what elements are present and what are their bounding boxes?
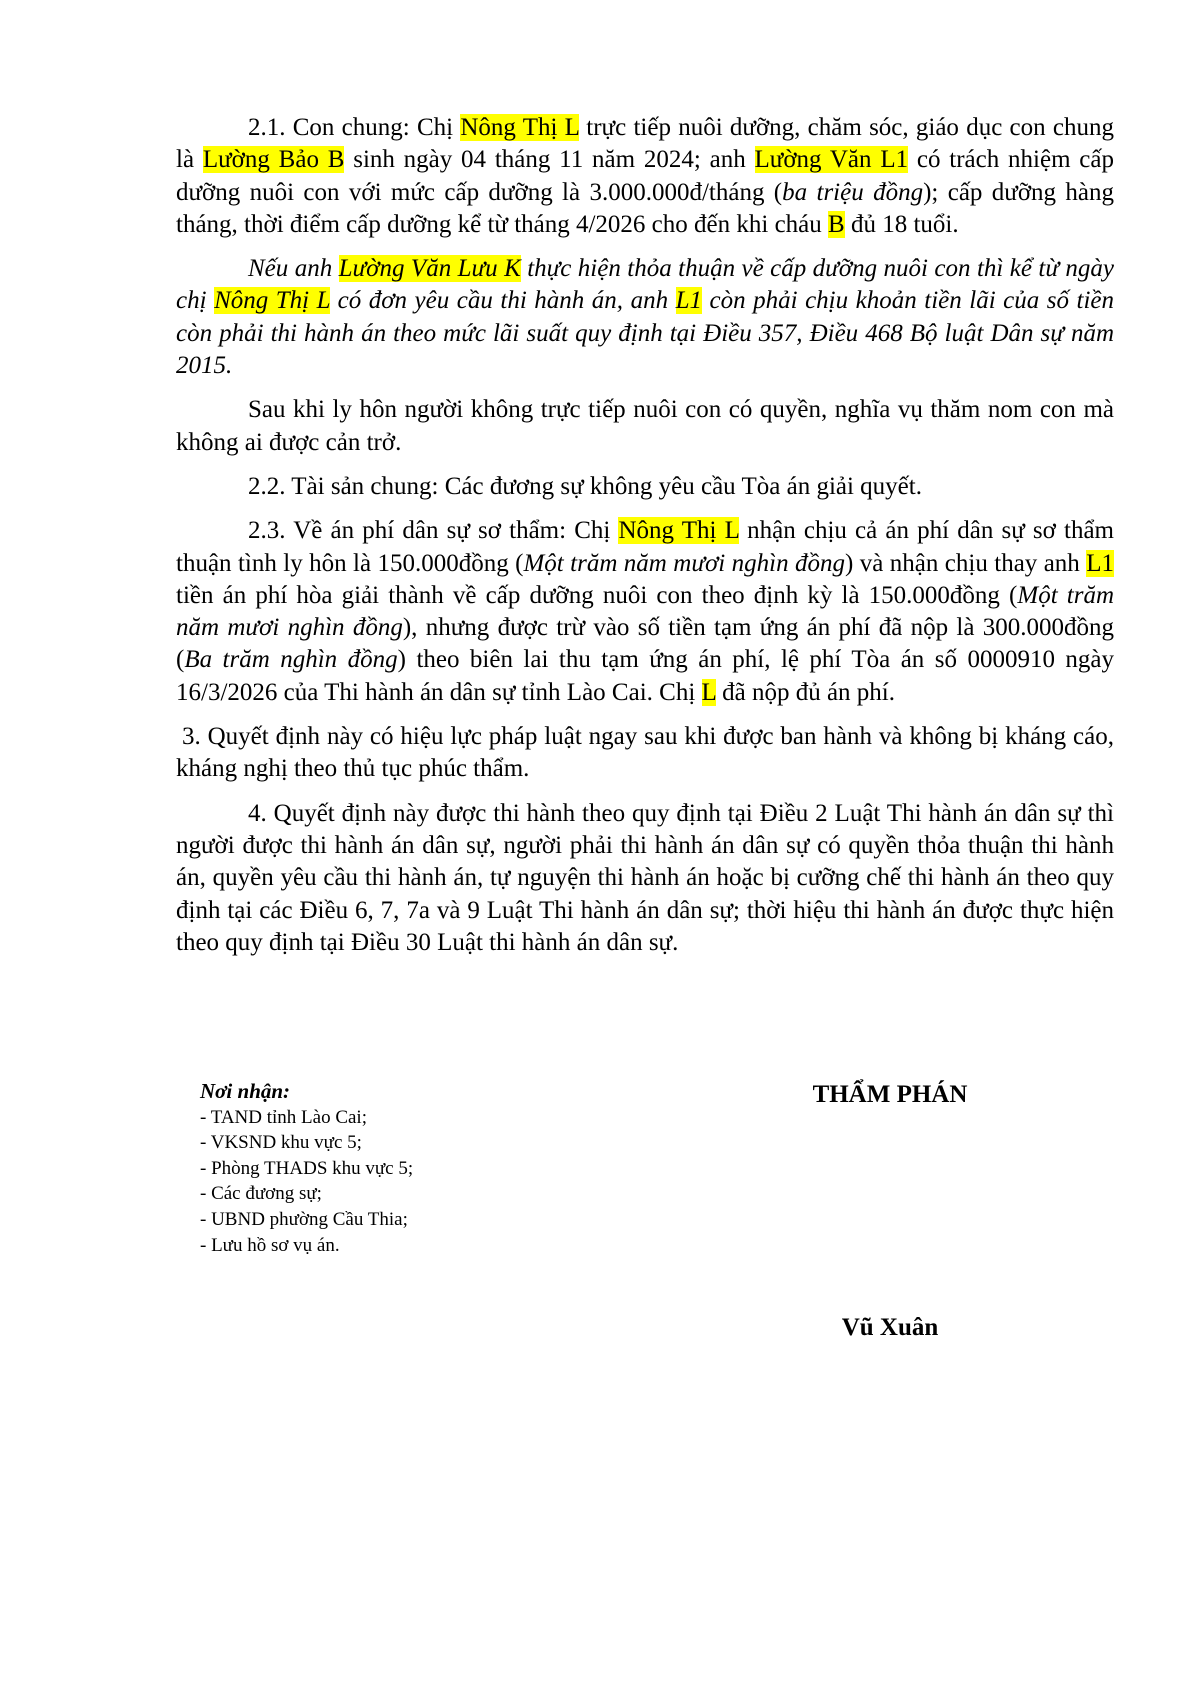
recipient-item: - Phòng THADS khu vực 5; <box>200 1157 414 1179</box>
recipient-item: - UBND phường Cầu Thia; <box>200 1208 408 1230</box>
recipients-list <box>200 1105 620 1259</box>
recipients-title: Nơi nhận: <box>200 1079 291 1103</box>
paragraph-2-3-court-fee: 2.3. Về án phí dân sự sơ thẩm: Chị Nông Thị L nhận chịu cả án phí dân sự sơ thẩm thuận tình ly hôn là 150.000đồng (Một trăm năm mươi nghìn đồng) và nhận chịu thay anh L1 tiền án phí hòa giải thành về cấp dưỡng nuôi con theo định kỳ là 150.000đồng (Một trăm năm mươi nghìn đồng), nhưng được trừ vào số tiền tạm ứng án phí đã nộp là 300.000đồng (Ba trăm nghìn đồng) theo biên lai thu tạm ứng án phí, lệ phí Tòa án số 0000910 ngày 16/3/2026 của Thi hành án dân sự tỉnh Lào Cai. Chị L đã nộp đủ án phí. <box>176 517 1115 706</box>
recipient-item: - Lưu hồ sơ vụ án. <box>200 1234 340 1256</box>
paragraph-2-2-property: 2.2. Tài sản chung: Các đương sự không yêu cầu Tòa án giải quyết. <box>248 472 922 500</box>
redacted-name: L1 <box>675 287 702 315</box>
redacted-name: Lường Văn L1 <box>754 146 909 174</box>
paragraph-visitation: Sau khi ly hôn người không trực tiếp nuôi con có quyền, nghĩa vụ thăm nom con mà không ai được cản trở. <box>176 396 1114 456</box>
recipients-block <box>200 1079 620 1258</box>
recipient-item: - Các đương sự; <box>200 1183 322 1205</box>
paragraph-interest: Nếu anh Lường Văn Lưu K thực hiện thỏa thuận về cấp dưỡng nuôi con thì kể từ ngày chị Nông Thị L có đơn yêu cầu thi hành án, anh L1 còn phải chịu khoản tiền lãi của số tiền còn phải thi hành án theo mức lãi suất quy định tại Điều 357, Điều 468 Bộ luật Dân sự năm 2015. <box>176 255 1115 380</box>
redacted-name: Lường Văn Lưu K <box>338 255 521 283</box>
paragraph-4-enforcement: 4. Quyết định này được thi hành theo quy định tại Điều 2 Luật Thi hành án dân sự thì người được thi hành án dân sự, người phải thi hành án dân sự có quyền thỏa thuận thi hành án, quyền yêu cầu thi hành án, tự nguyện thi hành án hoặc bị cưỡng chế thi hành án theo quy định tại các Điều 6, 7, 7a và 9 Luật Thi hành án dân sự; thời hiệu thi hành án được thực hiện theo quy định tại Điều 30 Luật thi hành án dân sự. <box>176 799 1114 956</box>
signer-name: Vũ Xuân <box>841 1314 939 1341</box>
recipient-item: - TAND tỉnh Lào Cai; <box>200 1106 367 1128</box>
paragraph-2-1-children: 2.1. Con chung: Chị Nông Thị L trực tiếp nuôi dưỡng, chăm sóc, giáo dục con chung là Lường Bảo B sinh ngày 04 tháng 11 năm 2024; anh Lường Văn L1 có trách nhiệm cấp dưỡng nuôi con với mức cấp dưỡng là 3.000.000đ/tháng (ba triệu đồng); cấp dưỡng hàng tháng, thời điểm cấp dưỡng kể từ tháng 4/2026 cho đến khi cháu B đủ 18 tuổi. <box>176 114 1115 238</box>
redacted-name: Nông Thị L <box>618 517 739 545</box>
redacted-name: L <box>701 678 716 706</box>
redacted-name: B <box>828 210 845 238</box>
decision-body <box>176 112 1114 971</box>
redacted-name: Nông Thị L <box>214 287 331 315</box>
redacted-name: L1 <box>1086 549 1114 577</box>
redacted-name: Lường Bảo B <box>202 146 345 174</box>
recipient-item: - VKSND khu vực 5; <box>200 1132 362 1154</box>
redacted-name: Nông Thị L <box>460 114 580 141</box>
signer-title: THẨM PHÁN <box>812 1081 968 1108</box>
paragraph-3-effect: 3. Quyết định này có hiệu lực pháp luật ngay sau khi được ban hành và không bị kháng cáo, kháng nghị theo thủ tục phúc thẩm. <box>176 723 1114 783</box>
